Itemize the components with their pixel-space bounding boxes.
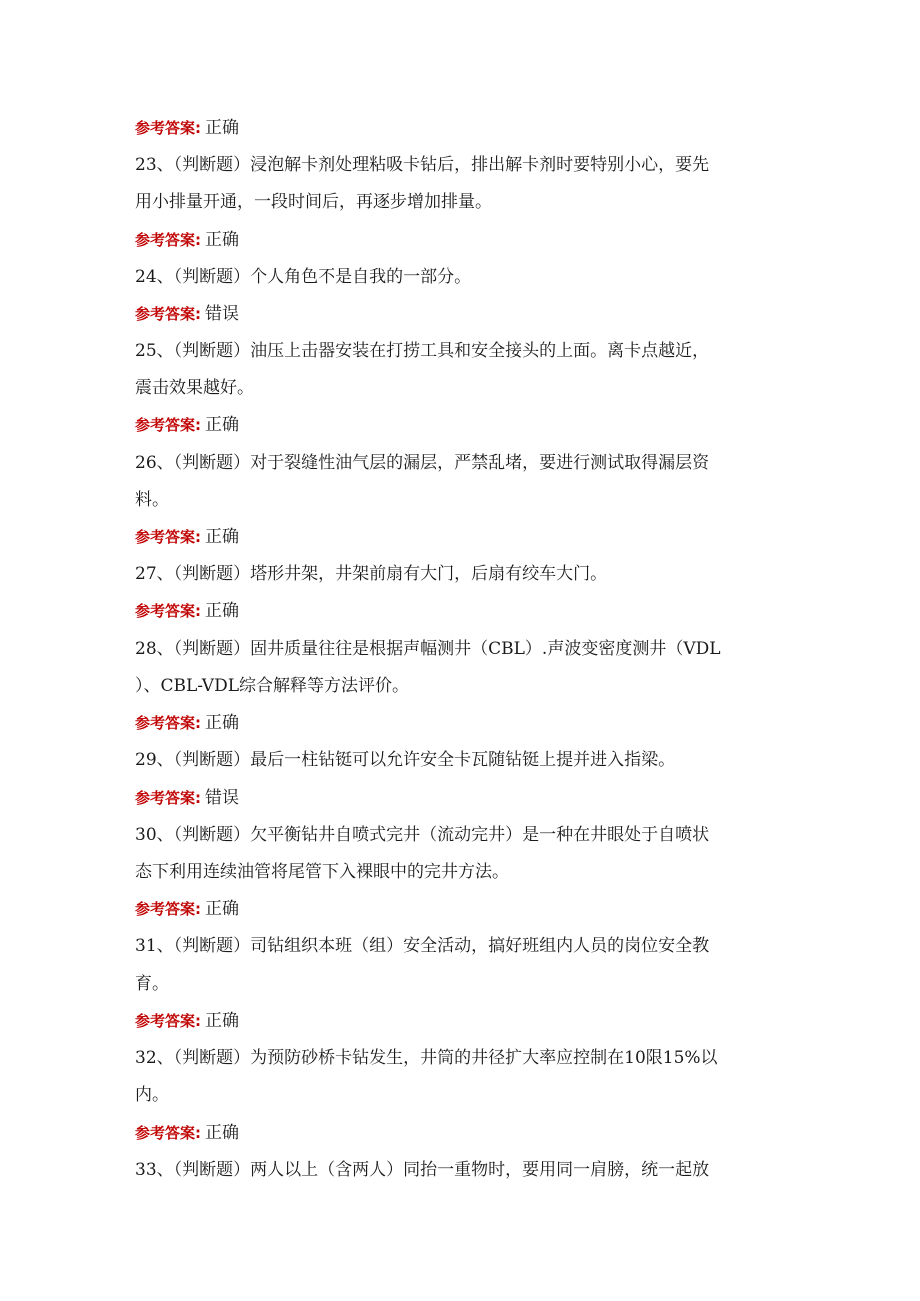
answer-label: 参考答案:: [135, 119, 201, 137]
answer-line: [135, 600, 795, 622]
question-line: 31、（判断题）司钻组织本班（组）安全活动，搞好班组内人员的岗位安全教: [135, 936, 710, 956]
answer-line: [135, 1122, 795, 1144]
answer-label: 参考答案:: [135, 1012, 201, 1030]
question-line: 24、（判断题）个人角色不是自我的一部分。: [135, 267, 472, 287]
answer-line: [135, 414, 795, 436]
question-line: 料。: [135, 490, 169, 510]
answer-line: [135, 117, 795, 139]
answer-value: 错误: [205, 304, 239, 324]
question-line: ）、CBL-VDL综合解释等方法评价。: [135, 676, 409, 696]
answer-line: [135, 526, 795, 548]
answer-value: 正确: [205, 415, 239, 435]
answer-value: 正确: [205, 1011, 239, 1031]
question-line: 23、（判断题）浸泡解卡剂处理粘吸卡钻后，排出解卡剂时要特别小心，要先: [135, 155, 710, 175]
answer-line: [135, 229, 795, 251]
answer-value: 正确: [205, 230, 239, 250]
answer-line: [135, 303, 795, 325]
answer-value: 正确: [205, 899, 239, 919]
answer-label: 参考答案:: [135, 714, 201, 732]
answer-label: 参考答案:: [135, 602, 201, 620]
question-line: 震击效果越好。: [135, 378, 254, 398]
answer-value: 正确: [205, 118, 239, 138]
question-line: 33、（判断题）两人以上（含两人）同抬一重物时，要用同一肩膀，统一起放: [135, 1160, 710, 1180]
answer-line: [135, 898, 795, 920]
question-line: 态下利用连续油管将尾管下入裸眼中的完井方法。: [135, 862, 509, 882]
question-line: 育。: [135, 974, 169, 994]
question-line: 25、（判断题）油压上击器安装在打捞工具和安全接头的上面。离卡点越近，: [135, 341, 710, 361]
answer-label: 参考答案:: [135, 789, 201, 807]
question-line: 30、（判断题）欠平衡钻井自喷式完井（流动完井）是一种在井眼处于自喷状: [135, 825, 710, 845]
question-line: 内。: [135, 1085, 169, 1105]
answer-value: 错误: [205, 788, 239, 808]
answer-label: 参考答案:: [135, 305, 201, 323]
answer-value: 正确: [205, 527, 239, 547]
answer-value: 正确: [205, 601, 239, 621]
answer-value: 正确: [205, 1123, 239, 1143]
question-line: 28、（判断题）固井质量往往是根据声幅测井（CBL）.声波变密度测井（VDL: [135, 639, 721, 659]
answer-label: 参考答案:: [135, 1124, 201, 1142]
answer-line: [135, 712, 795, 734]
question-line: 32、（判断题）为预防砂桥卡钻发生，井筒的井径扩大率应控制在10限15%以: [135, 1048, 718, 1068]
answer-value: 正确: [205, 713, 239, 733]
answer-line: [135, 787, 795, 809]
question-line: 26、（判断题）对于裂缝性油气层的漏层，严禁乱堵，要进行测试取得漏层资: [135, 453, 710, 473]
question-line: 29、（判断题）最后一柱钻铤可以允许安全卡瓦随钻铤上提并进入指梁。: [135, 750, 676, 770]
question-line: 用小排量开通，一段时间后，再逐步增加排量。: [135, 192, 492, 212]
answer-label: 参考答案:: [135, 528, 201, 546]
answer-label: 参考答案:: [135, 231, 201, 249]
answer-label: 参考答案:: [135, 900, 201, 918]
question-line: 27、（判断题）塔形井架，井架前扇有大门，后扇有绞车大门。: [135, 564, 608, 584]
answer-line: [135, 1010, 795, 1032]
answer-label: 参考答案:: [135, 416, 201, 434]
